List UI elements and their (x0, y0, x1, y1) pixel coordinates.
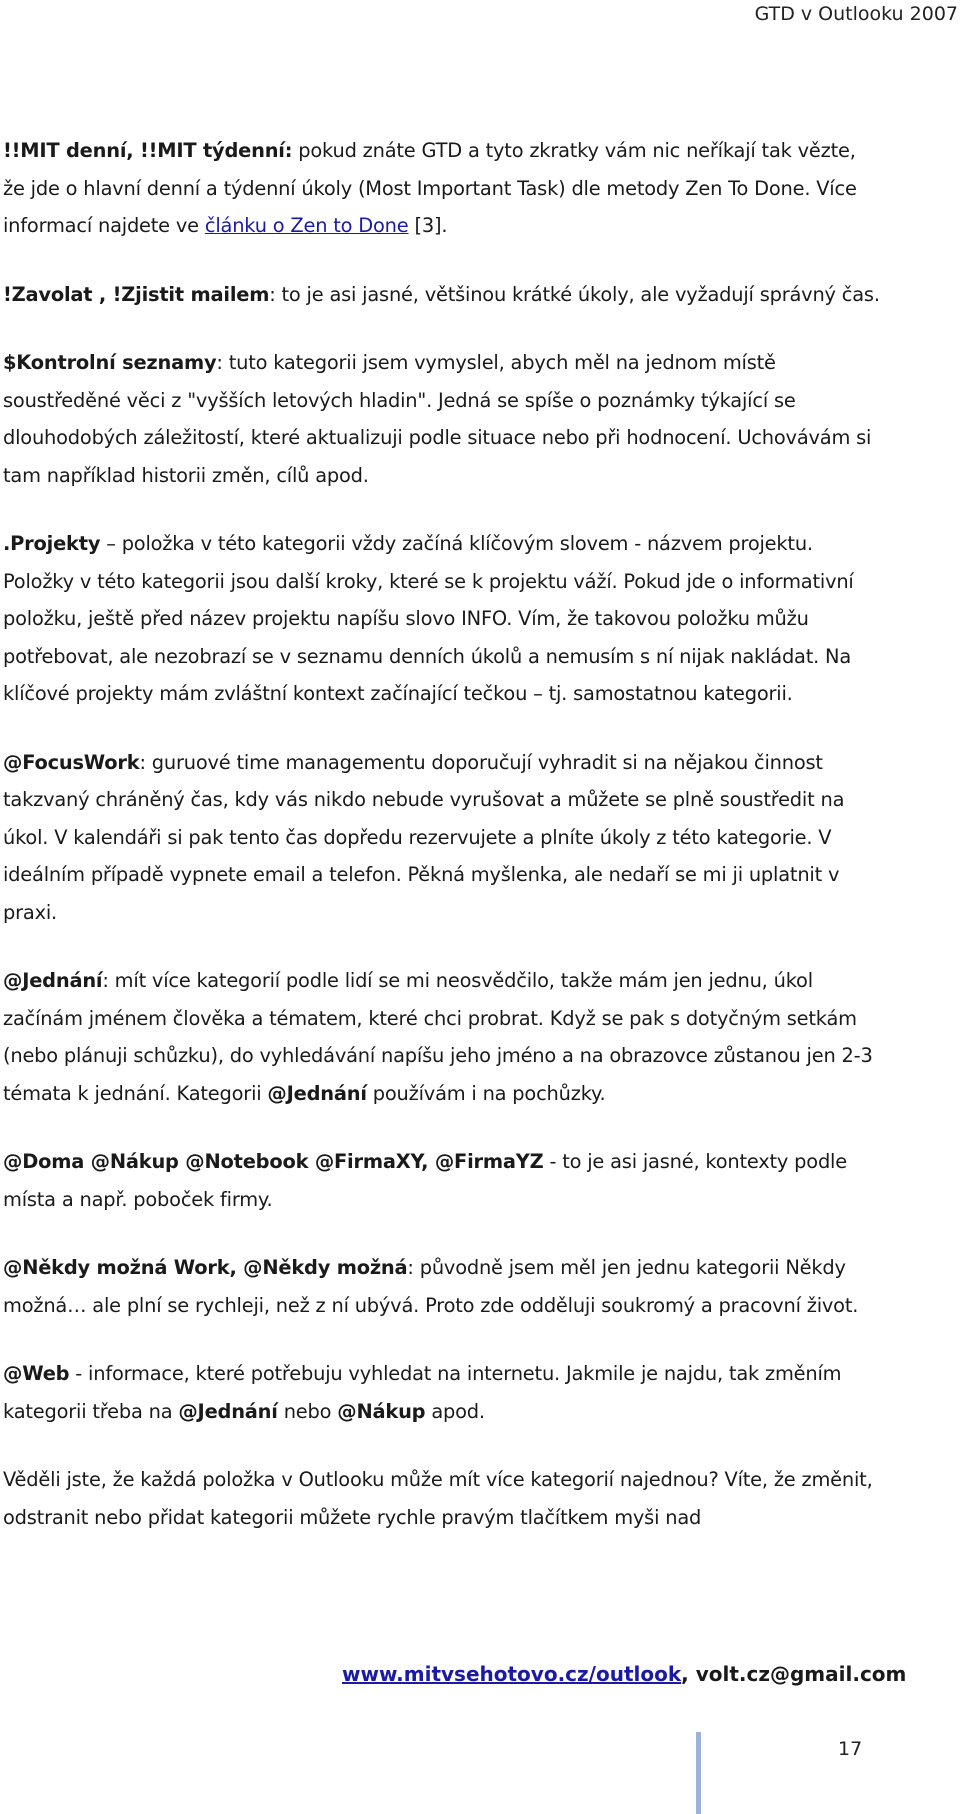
paragraph-text: : mít více kategorií podle lidí se mi neosvědčilo, takže mám jen jednu, úkol začínám jménem člověka a tématem, které chci probrat. Když se pak s dotyčným setkám (nebo plánuji schůzku), do vyhledávání napíšu jeho jméno a na obrazovce zůstanou jen 2-3 témata k jednání. Kategorii (3, 969, 873, 1105)
term-focuswork: @FocusWork (3, 750, 140, 774)
term-jednani: @Jednání (3, 969, 103, 992)
paragraph-vice-kategorii (3, 1461, 883, 1536)
paragraph-projekty (3, 525, 883, 713)
term-nakup-inline: @Nákup (337, 1399, 426, 1423)
paragraph-mit (3, 132, 883, 245)
paragraph-text: - informace, které potřebuju vyhledat na internetu. Jakmile je najdu, tak změním kategorii třeba na (3, 1362, 842, 1423)
paragraph-text: : tuto kategorii jsem vymyslel, abych měl na jednom místě soustředěné věci z "vyšších letových hladin". Jedná se spíše o poznámky týkající se dlouhodobých záležitostí, které aktualizuji podle situace nebo při hodnocení. Uchovávám si tam například historii změn, cílů apod. (3, 351, 872, 487)
paragraph-text: - to je asi jasné, kontexty podle místa a např. poboček firmy. (3, 1150, 847, 1211)
paragraph-text: – položka v této kategorii vždy začíná klíčovým slovem - názvem projektu. Položky v této kategorii jsou další kroky, které se k projektu váží. Pokud jde o informativní položku, ještě před název projektu napíšu slovo INFO. Vím, že takovou položku můžu potřebovat, ale nezobrazí se v seznamu denních úkolů a nemusím s ní nijak nakládat. Na klíčové projekty mám zvláštní kontext začínající tečkou – tj. samostatnou kategorii. (3, 532, 854, 705)
page-number: 17 (838, 1738, 863, 1760)
page-footer (342, 1662, 906, 1686)
paragraph-kontrolni-seznamy (3, 344, 883, 494)
footer-separator: , (681, 1662, 696, 1686)
term-kontrolni-seznamy: $Kontrolní seznamy (3, 351, 217, 374)
paragraph-text: : to je asi jasné, většinou krátké úkoly, ale vyžadují správný čas. (269, 282, 880, 306)
term-mit: !!MIT denní, !!MIT týdenní: (3, 139, 293, 162)
paragraph-jednani (3, 962, 883, 1112)
term-nekdy-mozna: @Někdy možná Work, @Někdy možná (3, 1256, 408, 1279)
paragraph-text: Věděli jste, že každá položka v Outlooku může mít více kategorií najednou? Víte, že změnit, odstranit nebo přidat kategorii můžete rychle pravým tlačítkem myši nad (3, 1468, 873, 1529)
page-header (0, 0, 960, 40)
paragraph-text: pokud znáte GTD a tyto zkratky vám nic neříkají tak vězte, že jde o hlavní denní a týdenní úkoly (Most Important Task) dle metody Zen To Done. Více informací najdete ve (3, 139, 857, 237)
paragraph-focuswork (3, 744, 883, 932)
term-kontexty: @Doma @Nákup @Notebook @FirmaXY, @FirmaYZ (3, 1150, 544, 1173)
footer-url-link[interactable]: www.mitvsehotovo.cz/outlook (342, 1662, 682, 1686)
term-projekty: .Projekty (3, 532, 101, 555)
term-jednani-inline: @Jednání (178, 1399, 278, 1423)
paragraph-text: [3]. (408, 214, 448, 237)
paragraph-text: nebo (277, 1399, 338, 1423)
paragraph-text: : původně jsem měl jen jednu kategorii Někdy možná… ale plní se rychleji, než z ní ubývá. Proto zde odděluji soukromý a pracovní život. (3, 1256, 859, 1317)
document-title: GTD v Outlooku 2007 (754, 3, 958, 25)
paragraph-web (3, 1355, 883, 1430)
paragraph-text: : guruové time managementu doporučují vyhradit si na nějakou činnost takzvaný chráněný čas, kdy vás nikdo nebude vyrušovat a můžete se plně soustředit na úkol. V kalendáři si pak tento čas dopředu rezervujete a plníte úkoly z této kategorie. V ideálním případě vypnete email a telefon. Pěkná myšlenka, ale nedaří se mi ji uplatnit v praxi. (3, 750, 845, 924)
paragraph-nekdy-mozna (3, 1249, 883, 1324)
footer-email: volt.cz@gmail.com (695, 1662, 907, 1686)
paragraph-zavolat (3, 276, 883, 314)
document-body (3, 132, 883, 1567)
term-jednani-inline: @Jednání (267, 1081, 367, 1105)
term-zavolat: !Zavolat , !Zjistit mailem (3, 282, 270, 306)
paragraph-text: apod. (425, 1399, 485, 1423)
page-number-bar (696, 1732, 701, 1814)
paragraph-kontexty (3, 1143, 883, 1218)
term-web: @Web (3, 1362, 70, 1385)
zen-to-done-link[interactable]: článku o Zen to Done (204, 214, 409, 237)
paragraph-text: používám i na pochůzky. (366, 1081, 606, 1105)
